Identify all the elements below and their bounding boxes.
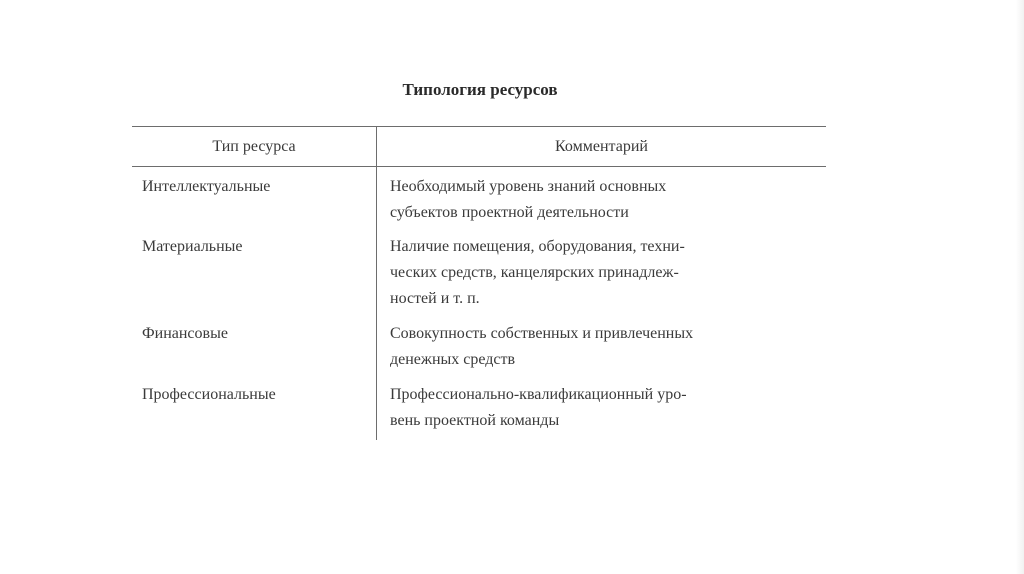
comment-line: денежных средств xyxy=(390,351,516,368)
slide-edge-shadow xyxy=(1016,0,1024,574)
resource-type-cell: Материальные xyxy=(142,238,243,255)
table-top-rule xyxy=(132,126,826,127)
resource-typology-table xyxy=(132,126,826,440)
comment-cell xyxy=(390,321,820,373)
resource-type-cell: Финансовые xyxy=(142,325,228,342)
header-resource-type: Тип ресурса xyxy=(212,138,296,155)
header-comment: Комментарий xyxy=(555,138,648,155)
column-divider xyxy=(376,126,377,440)
resource-type-cell: Профессиональные xyxy=(142,386,276,403)
comment-line: ностей и т. п. xyxy=(390,290,480,307)
comment-line: субъектов проектной деятельности xyxy=(390,204,629,221)
comment-cell xyxy=(390,234,820,312)
table-title: Типология ресурсов xyxy=(402,80,558,99)
comment-line: Необходимый уровень знаний основных xyxy=(390,178,667,195)
comment-line: Совокупность собственных и привлеченных xyxy=(390,325,694,342)
comment-line: Наличие помещения, оборудования, техни- xyxy=(390,238,685,255)
resource-type-cell: Интеллектуальные xyxy=(142,178,271,195)
comment-line: вень проектной команды xyxy=(390,412,560,429)
comment-line: ческих средств, канцелярских принадлеж- xyxy=(390,264,679,281)
comment-cell xyxy=(390,174,820,226)
table-header-rule xyxy=(132,166,826,167)
comment-line: Профессионально-квалификационный уро- xyxy=(390,386,687,403)
comment-cell xyxy=(390,382,820,434)
